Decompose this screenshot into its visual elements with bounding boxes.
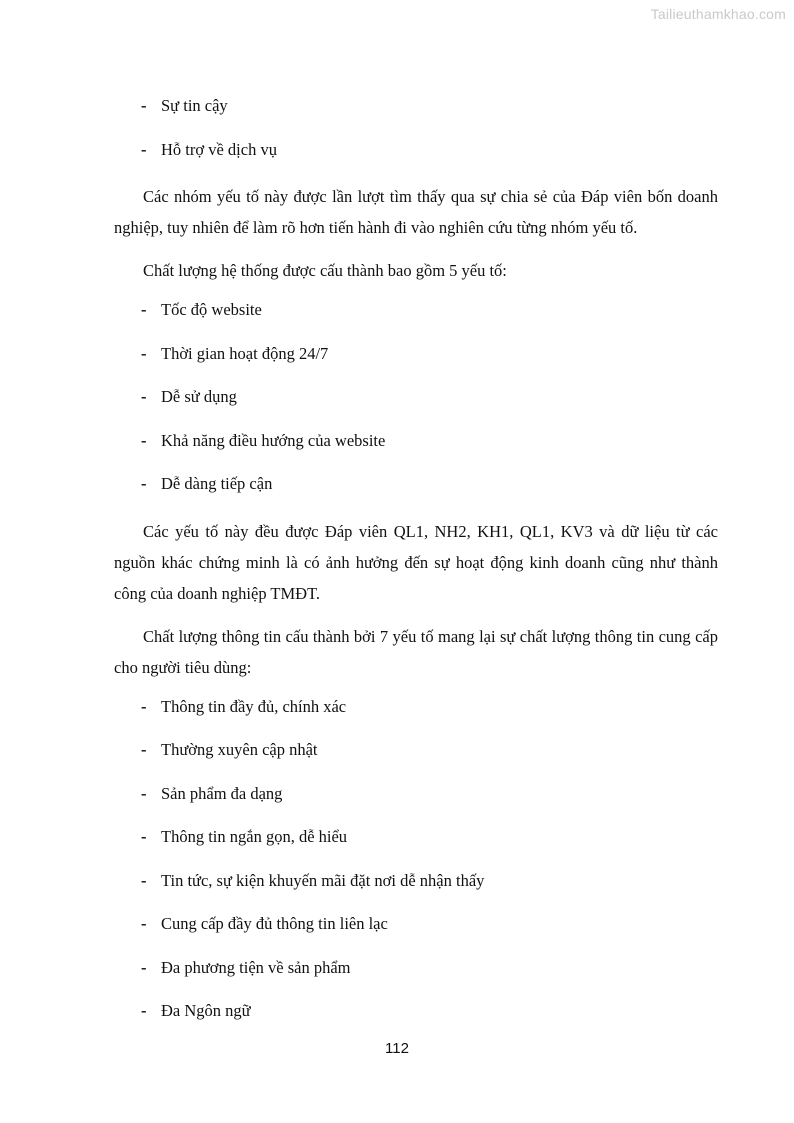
list-item-text: Thông tin ngắn gọn, dễ hiểu [161, 827, 348, 846]
list-item-text: Cung cấp đầy đủ thông tin liên lạc [161, 914, 388, 933]
list-c [114, 695, 718, 1024]
bullet-dash: - [141, 827, 147, 846]
list-item-text: Hỗ trợ về dịch vụ [161, 139, 277, 159]
list-item [114, 782, 718, 806]
bullet-dash: - [141, 96, 147, 115]
bullet-dash: - [141, 740, 147, 759]
list-item [114, 999, 718, 1023]
list-item [114, 472, 718, 496]
list-item [114, 385, 718, 409]
bullet-dash: - [141, 343, 147, 363]
list-item [114, 138, 718, 162]
bullet-dash: - [141, 696, 147, 716]
bullet-dash: - [141, 387, 147, 406]
bullet-dash: - [141, 957, 147, 977]
paragraph-groups-found: Các nhóm yếu tố này được lần lượt tìm thấy qua sự chia sẻ của Đáp viên bốn doanh nghiệp, tuy nhiên để làm rõ hơn tiến hành đi vào nghiên cứu từng nhóm yếu tố. [114, 187, 718, 237]
list-item-text: Sự tin cậy [161, 96, 228, 115]
list-item-text: Thường xuyên cập nhật [161, 740, 318, 759]
list-item-text: Dễ dàng tiếp cận [161, 474, 273, 493]
document-body [114, 94, 718, 1043]
list-item [114, 342, 718, 366]
list-item-text: Thông tin đầy đủ, chính xác [161, 696, 347, 716]
paragraph-respondents: Các yếu tố này đều được Đáp viên QL1, NH2, KH1, QL1, KV3 và dữ liệu từ các nguồn khác chứng minh là có ảnh hưởng đến sự hoạt động kinh doanh cũng như thành công của doanh nghiệp TMĐT. [114, 521, 718, 603]
list-item-text: Tốc độ website [161, 300, 262, 319]
list-item-text: Tin tức, sự kiện khuyến mãi đặt nơi dễ nhận thấy [161, 870, 485, 890]
paragraph-information-quality: Chất lượng thông tin cấu thành bởi 7 yếu tố mang lại sự chất lượng thông tin cung cấp cho người tiêu dùng: [114, 626, 718, 677]
list-item-text: Thời gian hoạt động 24/7 [161, 343, 329, 363]
list-item [114, 429, 718, 453]
list-item [114, 695, 718, 719]
bullet-dash: - [141, 430, 147, 450]
list-item [114, 869, 718, 893]
bullet-dash: - [141, 474, 147, 493]
list-item [114, 298, 718, 322]
bullet-dash: - [141, 870, 147, 890]
list-item [114, 94, 718, 118]
list-item [114, 825, 718, 849]
bullet-dash: - [141, 139, 147, 159]
list-item [114, 956, 718, 980]
bullet-dash: - [141, 914, 147, 933]
list-item-text: Sản phẩm đa dạng [161, 783, 283, 803]
list-item-text: Đa Ngôn ngữ [161, 1001, 251, 1020]
list-item [114, 912, 718, 936]
paragraph-system-quality: Chất lượng hệ thống được cấu thành bao gồm 5 yếu tố: [143, 261, 507, 280]
page-number: 112 [385, 1040, 409, 1057]
bullet-dash: - [141, 300, 147, 319]
list-b [114, 298, 718, 496]
list-item-text: Đa phương tiện về sản phẩm [161, 957, 351, 977]
bullet-dash: - [141, 1001, 147, 1020]
list-a [114, 94, 718, 162]
watermark-text: Tailieuthamkhao.com [650, 6, 786, 22]
list-item [114, 738, 718, 762]
list-item-text: Dễ sử dụng [161, 387, 237, 406]
bullet-dash: - [141, 783, 147, 803]
list-item-text: Khả năng điều hướng của website [161, 430, 386, 450]
